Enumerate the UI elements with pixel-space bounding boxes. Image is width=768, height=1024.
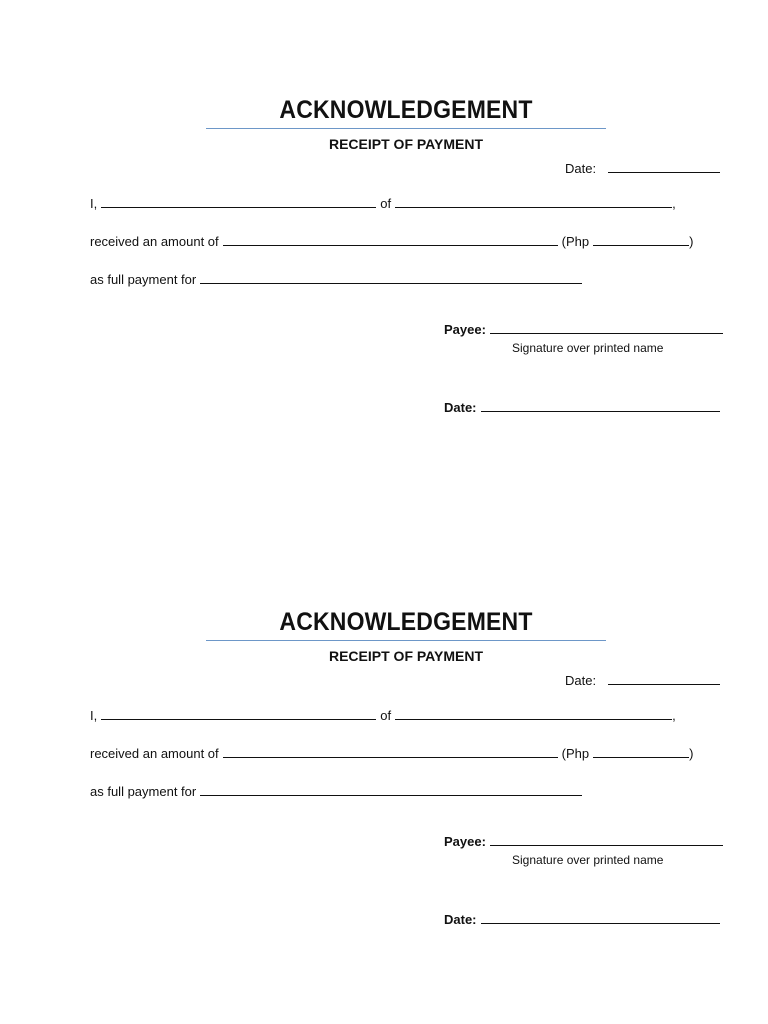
page-title: ACKNOWLEDGEMENT	[279, 608, 533, 636]
of-label: of	[380, 196, 392, 211]
title-underline	[206, 128, 606, 129]
amount-row	[90, 745, 693, 761]
date-blank[interactable]	[608, 672, 720, 685]
amount-words-blank[interactable]	[223, 745, 558, 758]
close-paren: )	[689, 746, 694, 761]
php-amount-blank[interactable]	[593, 233, 689, 246]
date-blank[interactable]	[608, 160, 720, 173]
php-label: (Php	[561, 746, 590, 761]
comma: ,	[672, 196, 676, 211]
payer-prefix: I,	[90, 708, 98, 723]
page-title: ACKNOWLEDGEMENT	[279, 96, 533, 124]
payee-signature-blank[interactable]	[490, 833, 723, 846]
payer-name-blank[interactable]	[101, 707, 376, 720]
of-label: of	[380, 708, 392, 723]
amount-prefix: received an amount of	[90, 746, 219, 761]
payee-date-blank[interactable]	[481, 911, 720, 924]
payment-for-row	[90, 783, 582, 799]
payment-for-blank[interactable]	[200, 271, 582, 284]
payee-date-label: Date:	[444, 400, 477, 415]
signature-caption: Signature over printed name	[512, 853, 664, 867]
page-subtitle: RECEIPT OF PAYMENT	[328, 136, 484, 152]
payer-address-blank[interactable]	[395, 707, 672, 720]
signature-caption: Signature over printed name	[512, 341, 664, 355]
close-paren: )	[689, 234, 694, 249]
payee-row	[444, 321, 723, 337]
payer-address-blank[interactable]	[395, 195, 672, 208]
payee-date-row	[444, 911, 720, 927]
date-label: Date:	[565, 161, 597, 176]
payee-date-row	[444, 399, 720, 415]
page-subtitle: RECEIPT OF PAYMENT	[328, 648, 484, 664]
php-amount-blank[interactable]	[593, 745, 689, 758]
payee-date-blank[interactable]	[481, 399, 720, 412]
payment-for-row	[90, 271, 582, 287]
date-row	[565, 160, 720, 176]
payee-date-label: Date:	[444, 912, 477, 927]
payer-row	[90, 195, 676, 211]
payee-signature-blank[interactable]	[490, 321, 723, 334]
php-label: (Php	[561, 234, 590, 249]
payment-for-prefix: as full payment for	[90, 784, 197, 799]
payer-name-blank[interactable]	[101, 195, 376, 208]
payee-label: Payee:	[444, 322, 486, 337]
payer-prefix: I,	[90, 196, 98, 211]
payment-for-blank[interactable]	[200, 783, 582, 796]
amount-prefix: received an amount of	[90, 234, 219, 249]
comma: ,	[672, 708, 676, 723]
payee-row	[444, 833, 723, 849]
date-row	[565, 672, 720, 688]
payment-for-prefix: as full payment for	[90, 272, 197, 287]
payee-label: Payee:	[444, 834, 486, 849]
date-label: Date:	[565, 673, 597, 688]
title-underline	[206, 640, 606, 641]
amount-words-blank[interactable]	[223, 233, 558, 246]
receipt-form-2	[0, 512, 768, 1024]
payer-row	[90, 707, 676, 723]
amount-row	[90, 233, 693, 249]
